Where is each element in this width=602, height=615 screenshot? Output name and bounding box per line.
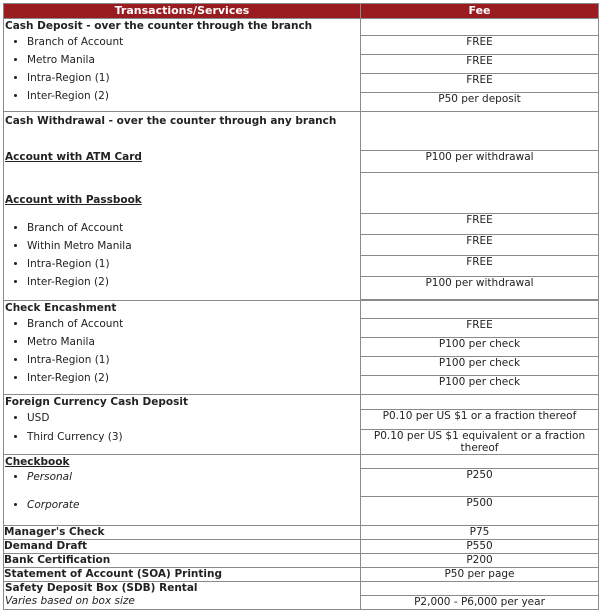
cash-deposit-title: Cash Deposit - over the counter through the branch xyxy=(5,20,313,32)
check-encashment-section xyxy=(4,301,361,395)
fee-cell: P75 xyxy=(361,526,599,540)
list-item: • Inter-Region (2) xyxy=(27,369,360,387)
cash-deposit-list xyxy=(4,33,360,105)
fee-cell: P550 xyxy=(361,540,599,554)
fee-cell: P250 xyxy=(361,469,599,497)
list-item: • Branch of Account xyxy=(27,315,360,333)
fee-cell: P0.10 per US $1 equivalent or a fraction thereof xyxy=(361,430,599,455)
list-item: • Within Metro Manila xyxy=(27,237,360,255)
list-item: • Corporate xyxy=(27,497,360,525)
fee-cell: P2,000 - P6,000 per year xyxy=(414,596,545,608)
cash-withdrawal-section xyxy=(4,112,361,301)
check-encashment-title: Check Encashment xyxy=(5,302,117,314)
empty-fee-cell xyxy=(361,19,599,36)
foreign-currency-title: Foreign Currency Cash Deposit xyxy=(5,396,188,408)
managers-check-label: Manager's Check xyxy=(4,526,361,540)
atm-card-label: Account with ATM Card xyxy=(5,151,142,163)
list-item: • Metro Manila xyxy=(27,51,360,69)
spacer xyxy=(361,582,598,596)
fees-table xyxy=(3,3,599,610)
sdb-section xyxy=(4,582,361,610)
fee-cell: P100 per check xyxy=(361,357,599,376)
sdb-title: Safety Deposit Box (SDB) Rental xyxy=(5,582,198,594)
list-item: • Intra-Region (1) xyxy=(27,351,360,369)
empty-fee-cell xyxy=(361,301,599,319)
fee-cell: FREE xyxy=(361,36,599,55)
sdb-note: Varies based on box size xyxy=(5,595,135,607)
list-item: • Personal xyxy=(27,469,360,497)
list-item: • Intra-Region (1) xyxy=(27,255,360,273)
checkbook-section xyxy=(4,455,361,526)
list-item: • USD xyxy=(27,409,360,427)
fee-cell: FREE xyxy=(361,256,599,277)
fee-cell: P50 per page xyxy=(361,568,599,582)
foreign-currency-list xyxy=(4,409,360,447)
passbook-label: Account with Passbook xyxy=(5,194,142,206)
sdb-fee-cell xyxy=(361,582,599,610)
fee-cell: FREE xyxy=(361,319,599,338)
header-transactions: Transactions/Services xyxy=(4,4,361,19)
bank-certification-label: Bank Certification xyxy=(4,554,361,568)
checkbook-title: Checkbook xyxy=(5,456,70,468)
cash-withdrawal-list xyxy=(4,219,360,291)
checkbook-list xyxy=(4,469,360,525)
list-item: • Intra-Region (1) xyxy=(27,69,360,87)
fee-cell: FREE xyxy=(361,55,599,74)
demand-draft-label: Demand Draft xyxy=(4,540,361,554)
header-fee: Fee xyxy=(361,4,599,19)
fee-cell: P50 per deposit xyxy=(361,93,599,112)
empty-fee-cell xyxy=(361,173,599,214)
fee-cell: P100 per check xyxy=(361,376,599,395)
cash-withdrawal-title: Cash Withdrawal - over the counter through any branch xyxy=(5,115,337,127)
empty-fee-cell xyxy=(361,455,599,469)
empty-fee-cell xyxy=(361,395,599,410)
fee-cell: P500 xyxy=(361,497,599,526)
list-item: • Branch of Account xyxy=(27,33,360,51)
list-item: • Third Currency (3) xyxy=(27,427,360,447)
empty-fee-cell xyxy=(361,112,599,151)
fee-cell: P100 per check xyxy=(361,338,599,357)
check-encashment-list xyxy=(4,315,360,387)
fee-cell: P200 xyxy=(361,554,599,568)
fee-cell: P0.10 per US $1 or a fraction thereof xyxy=(361,410,599,430)
list-item: • Metro Manila xyxy=(27,333,360,351)
list-item: • Inter-Region (2) xyxy=(27,273,360,291)
cash-deposit-section xyxy=(4,19,361,112)
fee-cell: P100 per withdrawal xyxy=(361,151,599,173)
fee-cell: FREE xyxy=(361,74,599,93)
list-item: • Inter-Region (2) xyxy=(27,87,360,105)
foreign-currency-section xyxy=(4,395,361,455)
soa-printing-label: Statement of Account (SOA) Printing xyxy=(4,568,361,582)
list-item: • Branch of Account xyxy=(27,219,360,237)
fee-cell: FREE xyxy=(361,235,599,256)
fee-cell: P100 per withdrawal xyxy=(361,277,599,300)
fee-cell: FREE xyxy=(361,214,599,235)
